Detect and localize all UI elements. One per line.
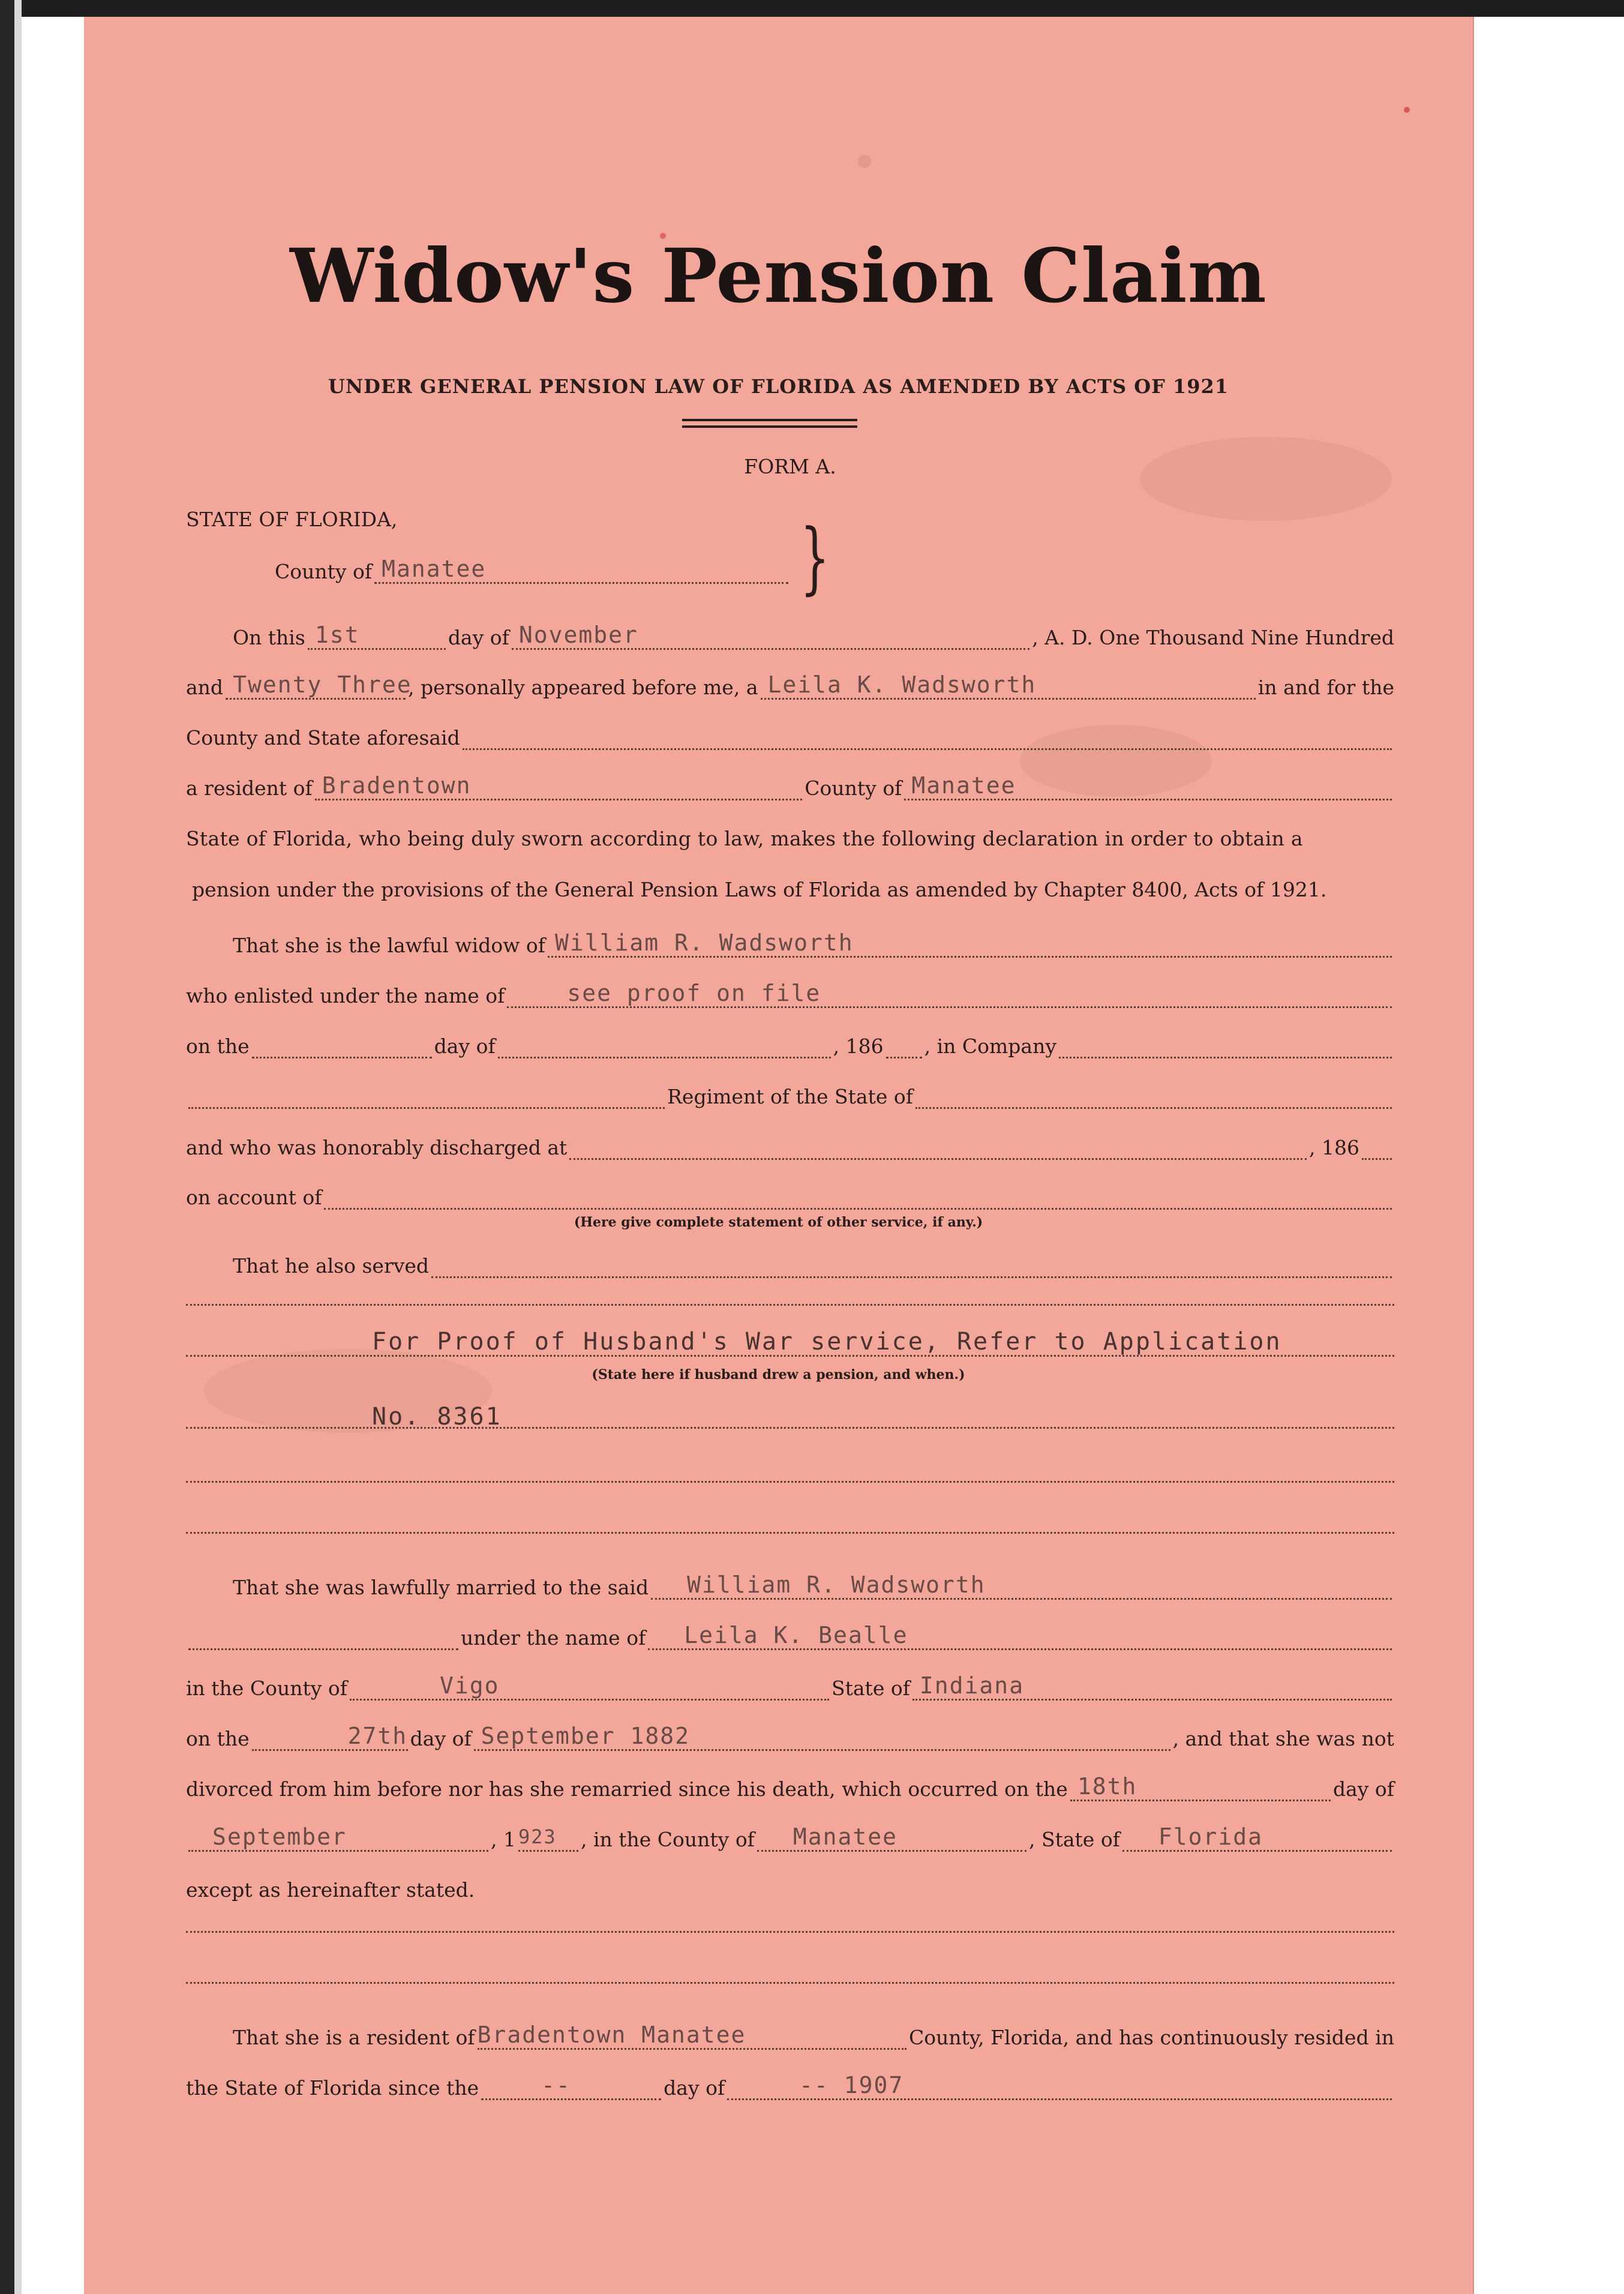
discharge-place-field[interactable] [569,1135,1307,1160]
blank-line [186,1355,1394,1357]
blank-line [186,1481,1394,1483]
resident-row [186,770,1394,800]
text-account: on account of [186,1186,322,1209]
death-month-value: September [212,1824,347,1850]
also-served-field[interactable] [431,1254,1392,1278]
maiden-name-row [186,1620,1394,1650]
text-day-of: day of [448,626,509,649]
blank-line [186,1931,1394,1933]
form-label: FORM A. [744,455,836,478]
husband-field[interactable] [548,929,1392,958]
blank-line [186,1532,1394,1534]
marriage-county-value: Vigo [439,1672,500,1699]
death-county-value: Manatee [793,1824,898,1850]
text-day-of: day of [664,2076,725,2100]
since-day-field[interactable] [481,2072,661,2100]
form-label-row [186,449,1394,479]
pension-form-page [84,17,1473,2294]
florida-resident-field[interactable] [477,2022,906,2050]
discharge-year-field[interactable] [1362,1135,1392,1160]
florida-resident-row [233,2020,1394,2050]
text-divorced: divorced from him before nor has she remarried since his death, which occurred on the [186,1777,1068,1801]
county-state-row [186,720,1394,750]
marriage-date-value: September 1882 [481,1723,690,1749]
text-and: and [186,676,224,699]
death-state-field[interactable] [1122,1824,1392,1852]
resident-county-field[interactable] [904,772,1392,800]
county-state-field[interactable] [463,725,1392,750]
month-value: November [518,622,638,648]
since-date-value: -- 1907 [799,2072,904,2098]
enlisted-field[interactable] [507,980,1392,1008]
account-field[interactable] [324,1185,1392,1210]
title-rule [682,419,857,421]
except-row [186,1872,1394,1902]
day-value: 1st [314,622,360,648]
title-rule [682,425,857,428]
marriage-day-field[interactable] [252,1723,408,1751]
text-186: , 186 [833,1034,884,1058]
husband-value: William R. Wadsworth [555,929,854,956]
enlist-month-field[interactable] [498,1034,831,1058]
date-row [233,620,1394,650]
married-row [233,1570,1394,1600]
account-row [186,1180,1394,1210]
death-day-value: 18th [1077,1773,1137,1800]
county-value: Manatee [382,556,487,582]
paper-stain [858,155,871,168]
married-value: William R. Wadsworth [687,1572,986,1598]
appeared-row [186,670,1394,700]
county-row [275,554,791,584]
death-year-value: 923 [518,1825,557,1848]
blank-line [186,1982,1394,1984]
married-field[interactable] [651,1572,1392,1600]
typed-service-reference: For Proof of Husband's War service, Refer to Application [372,1328,1282,1356]
state-header: STATE OF FLORIDA, [186,508,398,531]
text-day-of: day of [410,1727,472,1750]
company-field[interactable] [1059,1034,1392,1058]
text-state-of: State of [831,1677,910,1700]
scan-top-edge [0,0,1624,17]
death-day-field[interactable] [1070,1773,1331,1801]
venue-brace: } [800,512,830,603]
scan-left-edge [0,0,14,2294]
text-day-of: day of [1332,1777,1394,1801]
also-served-row [233,1248,1394,1278]
text-declaration-1: State of Florida, who being duly sworn according to law, makes the following declaration in order to obtain a [186,827,1303,850]
text-on-this: On this [233,626,305,649]
declaration-row-1 [186,821,1394,851]
death-date-row [186,1822,1394,1852]
marriage-date-row [186,1721,1394,1751]
text-county-of: , in the County of [580,1828,755,1851]
marriage-state-field[interactable] [912,1672,1392,1701]
death-year-field[interactable] [518,1827,578,1852]
marriage-county-field[interactable] [350,1672,829,1701]
year-value: Twenty Three [233,671,412,698]
text-in-county-of: in the County of [186,1677,347,1700]
death-county-field[interactable] [757,1824,1026,1852]
declaration-row-2 [192,872,1400,902]
enlist-year-field[interactable] [886,1034,922,1058]
text-discharge-186: , 186 [1309,1136,1359,1159]
enlisted-row [186,978,1394,1008]
text-county-florida: County, Florida, and has continuously resided in [909,2026,1394,2049]
text-widow: That she is the lawful widow of [233,934,546,957]
county-label: County of [275,560,373,583]
official-field[interactable] [761,671,1256,700]
maiden-prefix-field[interactable] [188,1626,458,1650]
enlist-date-row [186,1028,1394,1058]
text-day-of: day of [434,1034,496,1058]
text-since: the State of Florida since the [186,2076,479,2100]
year-field[interactable] [226,671,412,700]
scan-left-margin [14,0,22,2294]
discharged-row [186,1130,1394,1160]
official-value: Leila K. Wadsworth [767,671,1037,698]
text-was-not: , and that she was not [1172,1727,1394,1750]
paper-stain [1404,107,1410,113]
since-row [186,2070,1394,2100]
text-year-prefix: , 1 [491,1828,516,1851]
form-title: Widow's Pension Claim [290,233,1267,320]
month-field[interactable] [512,622,1029,650]
text-in-company: , in Company [924,1034,1057,1058]
text-in-and-for: in and for the [1257,676,1394,699]
widow-row [233,928,1394,958]
text-on-the: on the [186,1727,250,1750]
text-discharged: and who was honorably discharged at [186,1136,568,1159]
blank-line [186,1427,1394,1429]
maiden-field[interactable] [648,1622,1392,1650]
typed-application-number: No. 8361 [372,1403,502,1431]
form-subtitle: UNDER GENERAL PENSION LAW OF FLORIDA AS AMENDED BY ACTS OF 1921 [328,375,1229,398]
marriage-state-value: Indiana [919,1672,1025,1699]
death-state-value: Florida [1158,1824,1263,1850]
text-also-served: That he also served [233,1254,430,1278]
text-enlisted: who enlisted under the name of [186,984,505,1007]
resident-value: Bradentown [322,772,472,799]
divorced-row [186,1771,1394,1801]
state-header-row [186,502,1394,532]
county-field[interactable] [374,556,788,584]
text-county-state: County and State aforesaid [186,726,460,749]
maiden-value: Leila K. Bealle [684,1622,908,1648]
text-on-the: on the [186,1034,250,1058]
text-declaration-2: pension under the provisions of the General Pension Laws of Florida as amended by Chapter 8400, Acts of 1921. [192,878,1327,901]
text-resident-of: a resident of [186,776,313,800]
since-day-value: -- [541,2072,571,2098]
text-regiment: Regiment of the State of [667,1085,913,1108]
text-resident-of: That she is a resident of [233,2026,475,2049]
text-except: except as hereinafter stated. [186,1878,475,1902]
death-month-field[interactable] [188,1824,488,1852]
regiment-field[interactable] [188,1084,665,1109]
marriage-date-field[interactable] [474,1723,1170,1751]
resident-county-value: Manatee [911,772,1016,799]
marriage-place-row [186,1671,1394,1701]
regiment-state-field[interactable] [915,1084,1392,1109]
since-date-field[interactable] [727,2072,1392,2100]
text-county-of: County of [805,776,902,800]
enlist-day-field[interactable] [252,1034,432,1058]
day-field[interactable] [308,622,446,650]
note-pension: (State here if husband drew a pension, and when.) [592,1367,965,1383]
text-married: That she was lawfully married to the said [233,1576,649,1599]
text-state-of: , State of [1029,1828,1120,1851]
marriage-day-value: 27th [347,1723,408,1749]
blank-line [186,1304,1394,1306]
text-ad: , A. D. One Thousand Nine Hundred [1032,626,1394,649]
note-other-service: (Here give complete statement of other service, if any.) [574,1215,983,1230]
regiment-row [186,1079,1394,1109]
enlisted-value: see proof on file [567,980,821,1006]
text-appeared: , personally appeared before me, a [408,676,758,699]
florida-resident-value: Bradentown Manatee [477,2022,746,2048]
resident-field[interactable] [315,772,803,800]
text-under-name-of: under the name of [461,1626,646,1650]
